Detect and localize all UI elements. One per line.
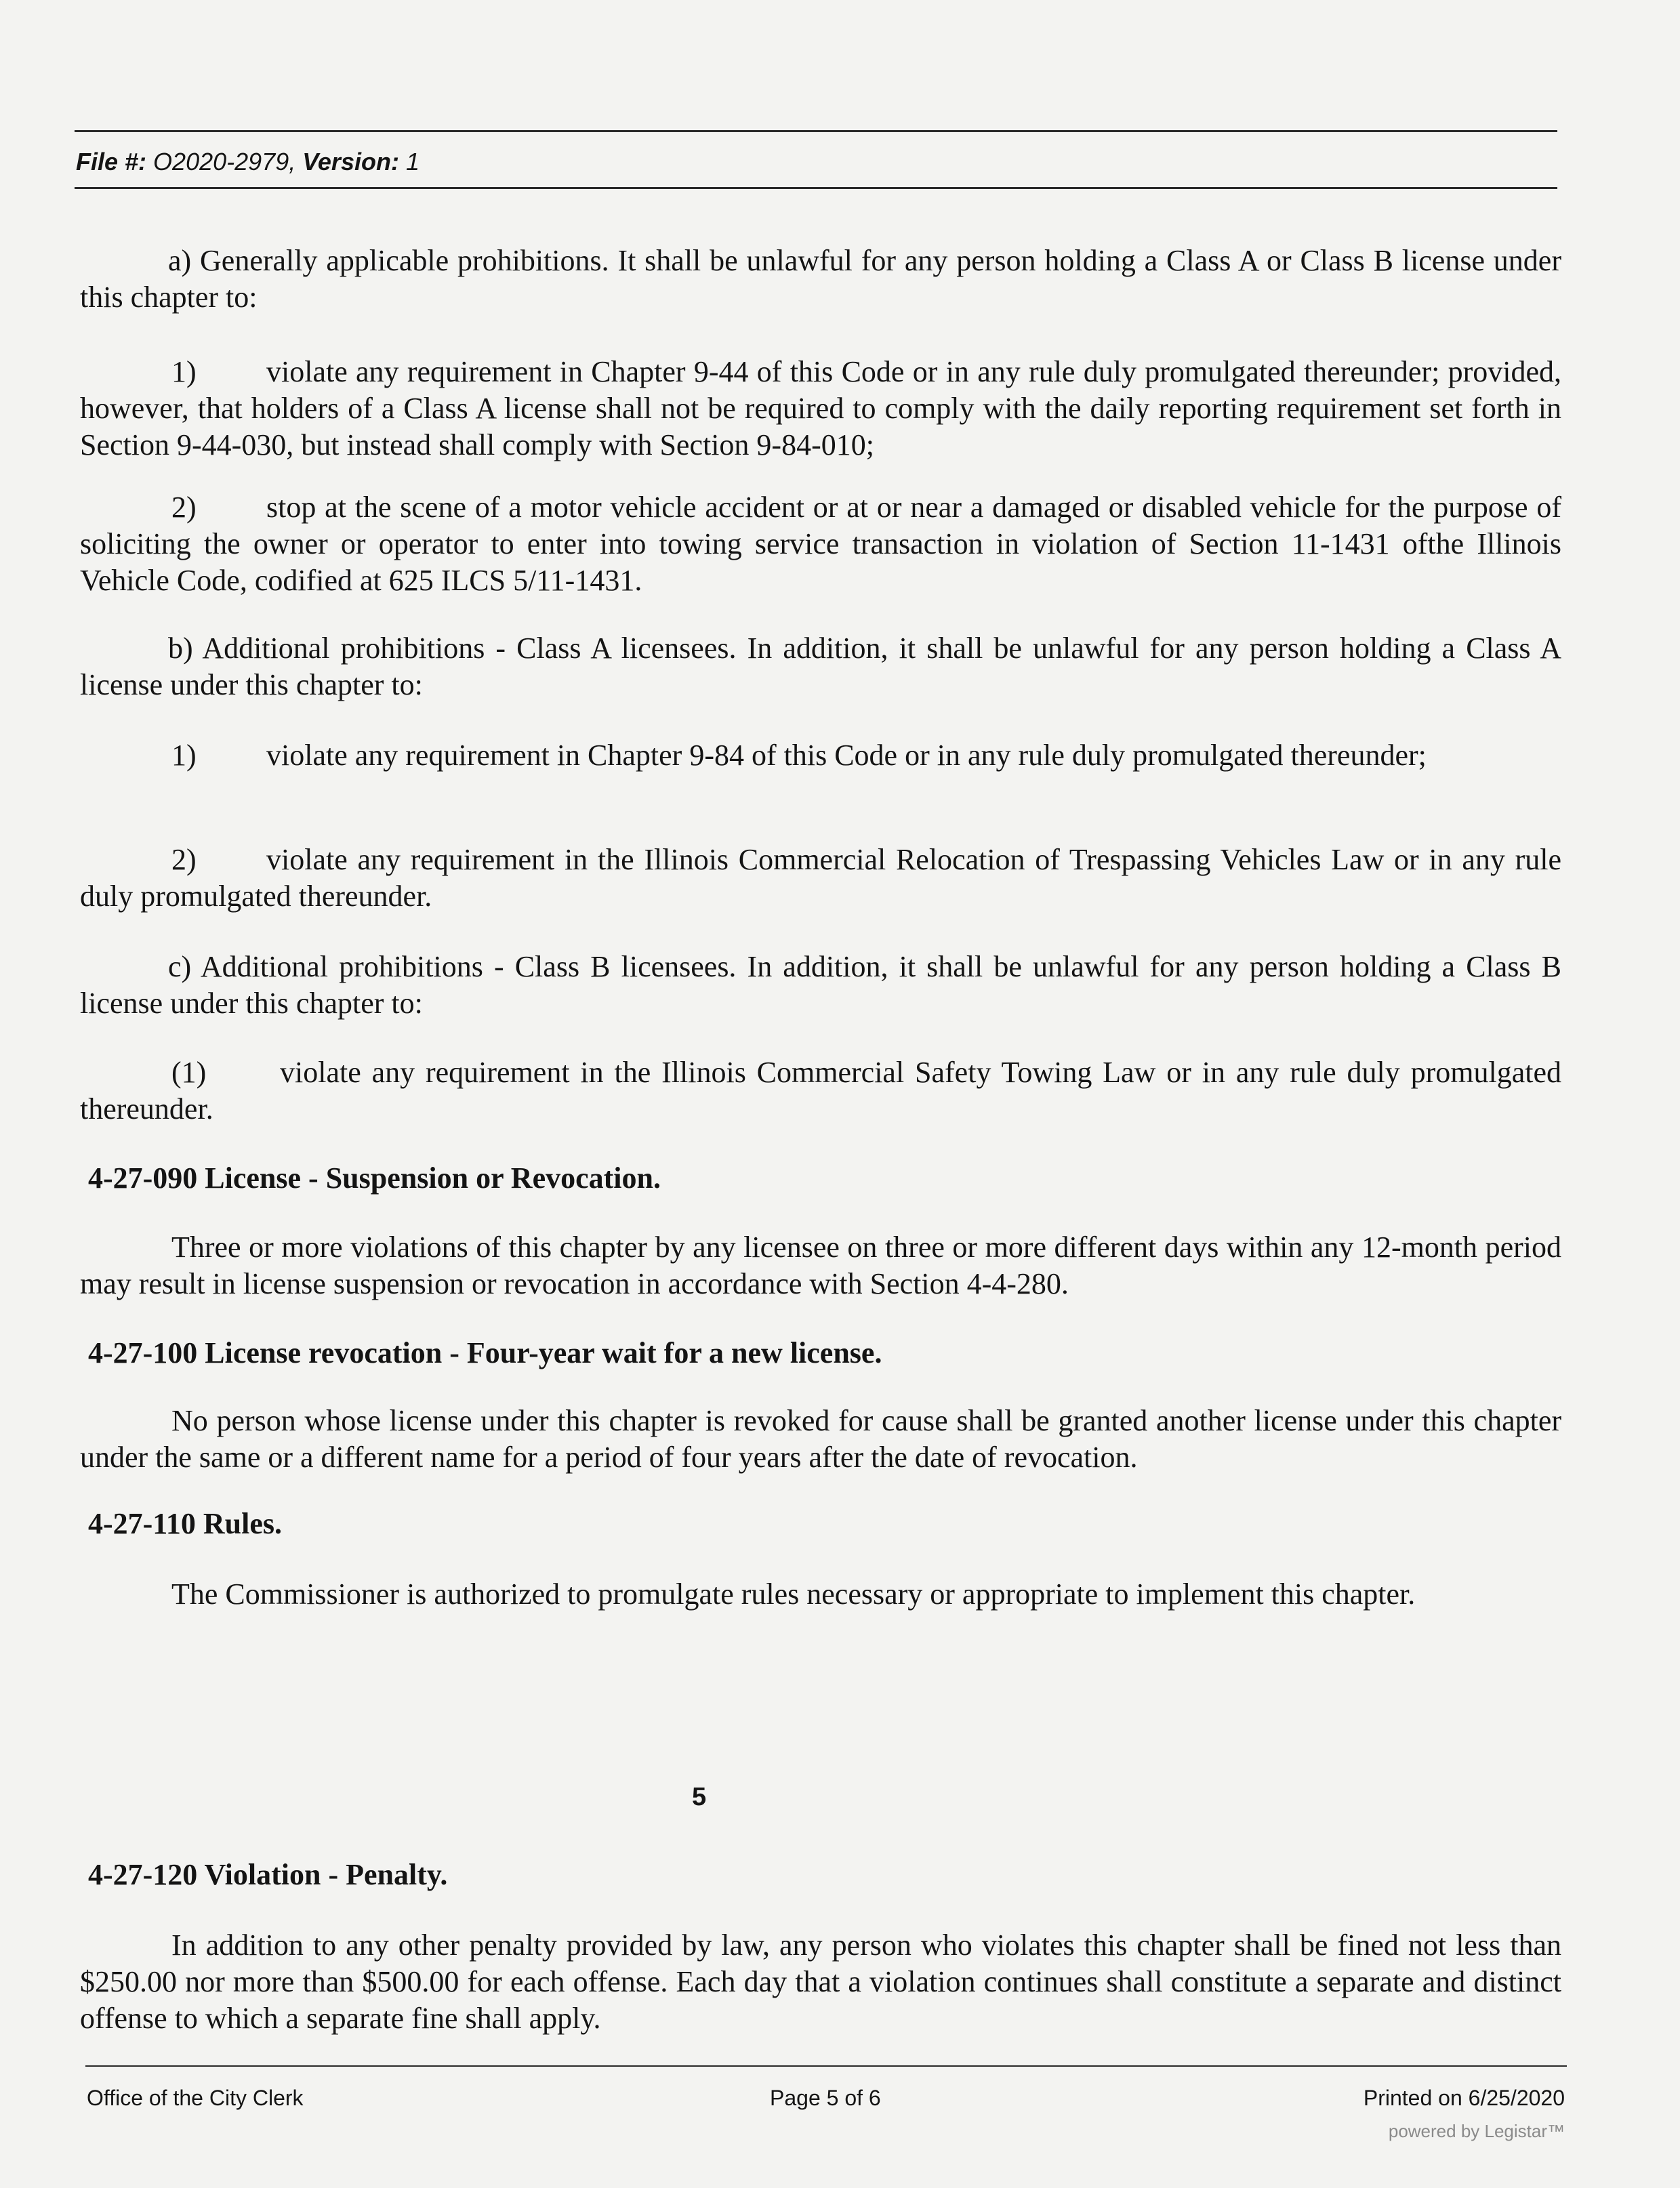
paragraph-c: c) Additional prohibitions - Class B licensees. In addition, it shall be unlawful for any person holding a Class B license under this chapter to: — [80, 950, 1561, 1020]
paragraph-a1: 1) violate any requirement in Chapter 9-44 of this Code or in any rule duly promulgated thereunder; provided, however, that holders of a Class A license shall not be required to comply with the daily reporting requirement set forth in Section 9-44-030, but instead shall comply with Section 9-84-010; — [80, 355, 1561, 461]
footer-office: Office of the City Clerk — [87, 2086, 304, 2110]
footer-printed: Printed on 6/25/2020 — [1363, 2086, 1565, 2110]
item-number: 2) — [171, 491, 197, 524]
section-heading-4-27-120: 4-27-120 Violation - Penalty. — [88, 1858, 448, 1891]
section-heading-4-27-090: 4-27-090 License - Suspension or Revocation. — [88, 1161, 661, 1195]
file-label: File #: — [76, 148, 147, 176]
document-header — [76, 148, 419, 176]
file-number: O2020-2979, — [153, 148, 296, 176]
paragraph-a: a) Generally applicable prohibitions. It shall be unlawful for any person holding a Class A or Class B license under this chapter to: — [80, 244, 1561, 314]
paragraph-a2: 2) stop at the scene of a motor vehicle accident or at or near a damaged or disabled vehicle for the purpose of soliciting the owner or operator to enter into towing service transaction in violation of Section 11-1431 ofthe Illinois Vehicle Code, codified at 625 ILCS 5/11-1431. — [80, 491, 1561, 597]
item-number: 1) — [171, 739, 197, 772]
item-number: 2) — [171, 843, 197, 876]
paragraph-c1: (1) violate any requirement in the Illinois Commercial Safety Towing Law or in any rule duly promulgated thereunder. — [80, 1056, 1561, 1126]
powered-by-legistar: powered by Legistar™ — [1388, 2121, 1565, 2141]
header-bottom-rule — [75, 187, 1557, 189]
paragraph-4-27-120: In addition to any other penalty provided by law, any person who violates this chapter shall be fined not less than $250.00 nor more than $500.00 for each offense. Each day that a violation continues shall constitute a separate and distinct offense to which a separate fine shall apply. — [80, 1928, 1561, 2035]
item-number: (1) — [171, 1056, 207, 1089]
footer-rule — [85, 2065, 1567, 2067]
paragraph-4-27-110: The Commissioner is authorized to promulgate rules necessary or appropriate to implement this chapter. — [171, 1577, 1416, 1611]
paragraph-4-27-100: No person whose license under this chapter is revoked for cause shall be granted another license under this chapter under the same or a different name for a period of four years after the date of revocation. — [80, 1404, 1561, 1474]
header-top-rule — [75, 130, 1557, 132]
version-label: Version: — [302, 148, 399, 176]
item-number: 1) — [171, 355, 197, 388]
section-heading-4-27-100: 4-27-100 License revocation - Four-year wait for a new license. — [88, 1336, 882, 1369]
paragraph-b1: 1) violate any requirement in Chapter 9-84 of this Code or in any rule duly promulgated thereunder; — [80, 737, 1561, 774]
paragraph-4-27-090: Three or more violations of this chapter by any licensee on three or more different days within any 12-month period may result in license suspension or revocation in accordance with Section 4-4-280. — [80, 1231, 1561, 1300]
footer-page: Page 5 of 6 — [770, 2086, 881, 2110]
paragraph-b2: 2) violate any requirement in the Illinois Commercial Relocation of Trespassing Vehicles Law or in any rule duly promulgated thereunder. — [80, 843, 1561, 913]
paragraph-b: b) Additional prohibitions - Class A licensees. In addition, it shall be unlawful for any person holding a Class A license under this chapter to: — [80, 632, 1561, 701]
section-heading-4-27-110: 4-27-110 Rules. — [88, 1507, 282, 1540]
version-value: 1 — [405, 148, 419, 176]
page-number: 5 — [692, 1783, 707, 1811]
